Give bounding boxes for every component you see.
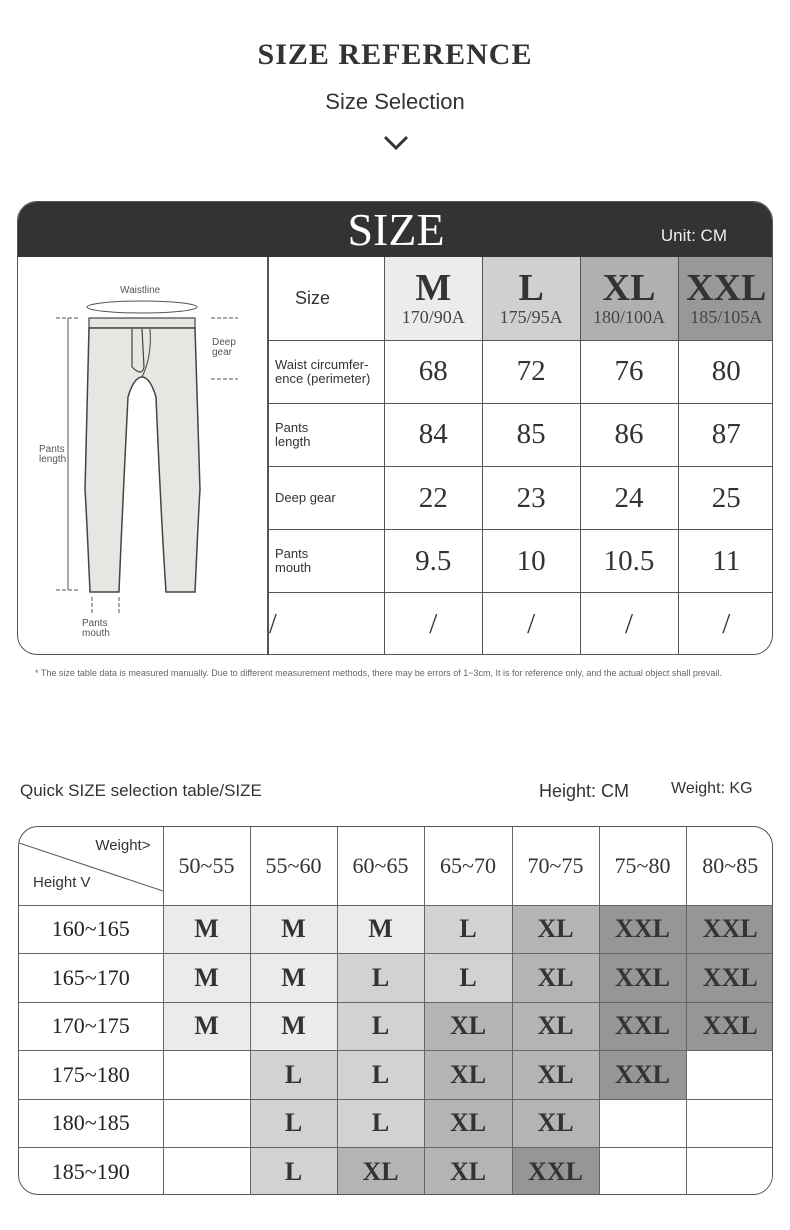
size-result-cell: XL bbox=[512, 905, 599, 954]
size-value-cell: 10 bbox=[482, 530, 580, 593]
corner-height-label: Height V bbox=[33, 873, 91, 891]
size-result-cell bbox=[686, 1148, 773, 1196]
size-value-cell: / bbox=[384, 593, 482, 655]
size-result-cell: M bbox=[250, 1002, 337, 1051]
weight-header-cell: 50~55 bbox=[163, 827, 250, 905]
size-header-xxl bbox=[678, 257, 773, 340]
size-table bbox=[268, 257, 773, 655]
size-result-cell: XL bbox=[512, 1051, 599, 1100]
size-value-cell: 25 bbox=[678, 467, 773, 530]
size-row-label: / bbox=[269, 593, 385, 655]
size-value-cell: 22 bbox=[384, 467, 482, 530]
pants-mouth-label: Pants mouth bbox=[82, 618, 110, 639]
size-result-cell: L bbox=[337, 954, 424, 1003]
size-value-cell: 24 bbox=[580, 467, 678, 530]
size-result-cell: M bbox=[250, 905, 337, 954]
size-result-cell: XL bbox=[424, 1148, 512, 1196]
waistline-label: Waistline bbox=[120, 285, 161, 296]
size-banner bbox=[18, 202, 773, 257]
size-result-cell: L bbox=[250, 1051, 337, 1100]
height-header-cell: 170~175 bbox=[19, 1002, 163, 1051]
size-value-cell: / bbox=[678, 593, 773, 655]
corner-cell bbox=[19, 827, 163, 905]
size-result-cell bbox=[599, 1099, 686, 1148]
corner-weight-label: Weight> bbox=[95, 837, 151, 854]
chevron-down-icon bbox=[381, 133, 411, 153]
size-value-cell: 87 bbox=[678, 403, 773, 466]
size-header-l bbox=[482, 257, 580, 340]
pants-illustration bbox=[18, 257, 268, 655]
size-value-cell: 9.5 bbox=[384, 530, 482, 593]
size-result-cell: XL bbox=[424, 1099, 512, 1148]
size-value-cell: 85 bbox=[482, 403, 580, 466]
size-row-label: Pants length bbox=[269, 403, 385, 466]
weight-header-cell: 55~60 bbox=[250, 827, 337, 905]
size-result-cell: L bbox=[337, 1002, 424, 1051]
page-title: SIZE REFERENCE bbox=[257, 38, 533, 71]
size-result-cell: XXL bbox=[599, 954, 686, 1003]
height-header-cell: 175~180 bbox=[19, 1051, 163, 1100]
weight-header-cell: 70~75 bbox=[512, 827, 599, 905]
size-name: M bbox=[415, 266, 452, 309]
weight-header-cell: 75~80 bbox=[599, 827, 686, 905]
size-result-cell bbox=[163, 1099, 250, 1148]
size-result-cell: M bbox=[337, 905, 424, 954]
size-result-cell: XL bbox=[337, 1148, 424, 1196]
size-code: 175/95A bbox=[499, 306, 563, 327]
size-value-cell: 23 bbox=[482, 467, 580, 530]
size-result-cell: XXL bbox=[599, 905, 686, 954]
size-result-cell bbox=[599, 1148, 686, 1196]
size-value-cell: 11 bbox=[678, 530, 773, 593]
height-unit-label: Height: CM bbox=[539, 781, 630, 801]
size-result-cell: L bbox=[250, 1099, 337, 1148]
size-value-cell: 86 bbox=[580, 403, 678, 466]
size-banner-title: SIZE bbox=[347, 204, 445, 255]
height-header-cell: 165~170 bbox=[19, 954, 163, 1003]
size-result-cell: M bbox=[250, 954, 337, 1003]
weight-header-cell: 60~65 bbox=[337, 827, 424, 905]
size-code: 180/100A bbox=[593, 306, 666, 327]
pants-length-label: Pants length bbox=[39, 444, 67, 465]
size-result-cell: XL bbox=[424, 1002, 512, 1051]
size-row-label: Waist circumfer- ence (perimeter) bbox=[269, 340, 385, 403]
size-result-cell: L bbox=[337, 1099, 424, 1148]
size-table-row bbox=[269, 530, 774, 593]
size-result-cell: XXL bbox=[599, 1002, 686, 1051]
size-table-row bbox=[269, 593, 774, 655]
size-chart-card bbox=[17, 201, 773, 655]
size-result-cell: XXL bbox=[686, 905, 773, 954]
size-result-cell: XXL bbox=[686, 1002, 773, 1051]
size-name: L bbox=[518, 266, 544, 309]
size-result-cell: XL bbox=[512, 1002, 599, 1051]
size-result-cell: XXL bbox=[512, 1148, 599, 1196]
quick-select-title: Quick SIZE selection table/SIZE bbox=[20, 781, 262, 800]
size-result-cell bbox=[163, 1148, 250, 1196]
size-result-cell: L bbox=[424, 954, 512, 1003]
size-value-cell: 76 bbox=[580, 340, 678, 403]
size-table-row bbox=[269, 340, 774, 403]
size-result-cell: XL bbox=[512, 954, 599, 1003]
size-result-cell: L bbox=[424, 905, 512, 954]
deep-gear-label: Deep gear bbox=[212, 337, 236, 358]
quick-select-card bbox=[18, 826, 773, 1195]
size-result-cell bbox=[163, 1051, 250, 1100]
size-code: 170/90A bbox=[401, 306, 465, 327]
unit-label: Unit: CM bbox=[660, 226, 727, 245]
weight-header-cell: 65~70 bbox=[424, 827, 512, 905]
page-subtitle: Size Selection bbox=[325, 89, 465, 114]
size-value-cell: 68 bbox=[384, 340, 482, 403]
size-value-cell: / bbox=[482, 593, 580, 655]
size-result-cell: XXL bbox=[599, 1051, 686, 1100]
size-result-cell: XXL bbox=[686, 954, 773, 1003]
size-value-cell: 72 bbox=[482, 340, 580, 403]
size-header-row bbox=[269, 257, 774, 340]
height-header-cell: 185~190 bbox=[19, 1148, 163, 1196]
quick-select-table bbox=[19, 827, 773, 1195]
size-row-label: Pants mouth bbox=[269, 530, 385, 593]
size-name: XXL bbox=[686, 266, 767, 309]
size-label-cell: Size bbox=[269, 257, 385, 340]
weight-header-row bbox=[19, 827, 773, 905]
size-header-m bbox=[384, 257, 482, 340]
size-result-cell: XL bbox=[512, 1099, 599, 1148]
size-value-cell: 84 bbox=[384, 403, 482, 466]
measurement-note: * The size table data is measured manually. Due to different measurement methods, there may be errors of 1~3cm, It is for reference only, and the actual object shall prevail. bbox=[35, 668, 722, 678]
size-result-cell: XL bbox=[424, 1051, 512, 1100]
height-row bbox=[19, 1051, 773, 1100]
size-result-cell: M bbox=[163, 905, 250, 954]
size-table-row bbox=[269, 403, 774, 466]
height-row bbox=[19, 1148, 773, 1196]
size-value-cell: 10.5 bbox=[580, 530, 678, 593]
size-result-cell: L bbox=[250, 1148, 337, 1196]
weight-unit-label: Weight: KG bbox=[671, 780, 753, 797]
size-header-xl bbox=[580, 257, 678, 340]
size-name: XL bbox=[602, 266, 656, 309]
size-value-cell: 80 bbox=[678, 340, 773, 403]
size-table-row bbox=[269, 467, 774, 530]
size-result-cell: M bbox=[163, 1002, 250, 1051]
size-result-cell bbox=[686, 1099, 773, 1148]
height-header-cell: 160~165 bbox=[19, 905, 163, 954]
height-row bbox=[19, 954, 773, 1003]
size-result-cell: L bbox=[337, 1051, 424, 1100]
height-row bbox=[19, 1099, 773, 1148]
size-value-cell: / bbox=[580, 593, 678, 655]
size-result-cell bbox=[686, 1051, 773, 1100]
size-row-label: Deep gear bbox=[269, 467, 385, 530]
size-code: 185/105A bbox=[690, 306, 763, 327]
height-row bbox=[19, 905, 773, 954]
size-result-cell: M bbox=[163, 954, 250, 1003]
height-row bbox=[19, 1002, 773, 1051]
weight-header-cell: 80~85 bbox=[686, 827, 773, 905]
height-header-cell: 180~185 bbox=[19, 1099, 163, 1148]
